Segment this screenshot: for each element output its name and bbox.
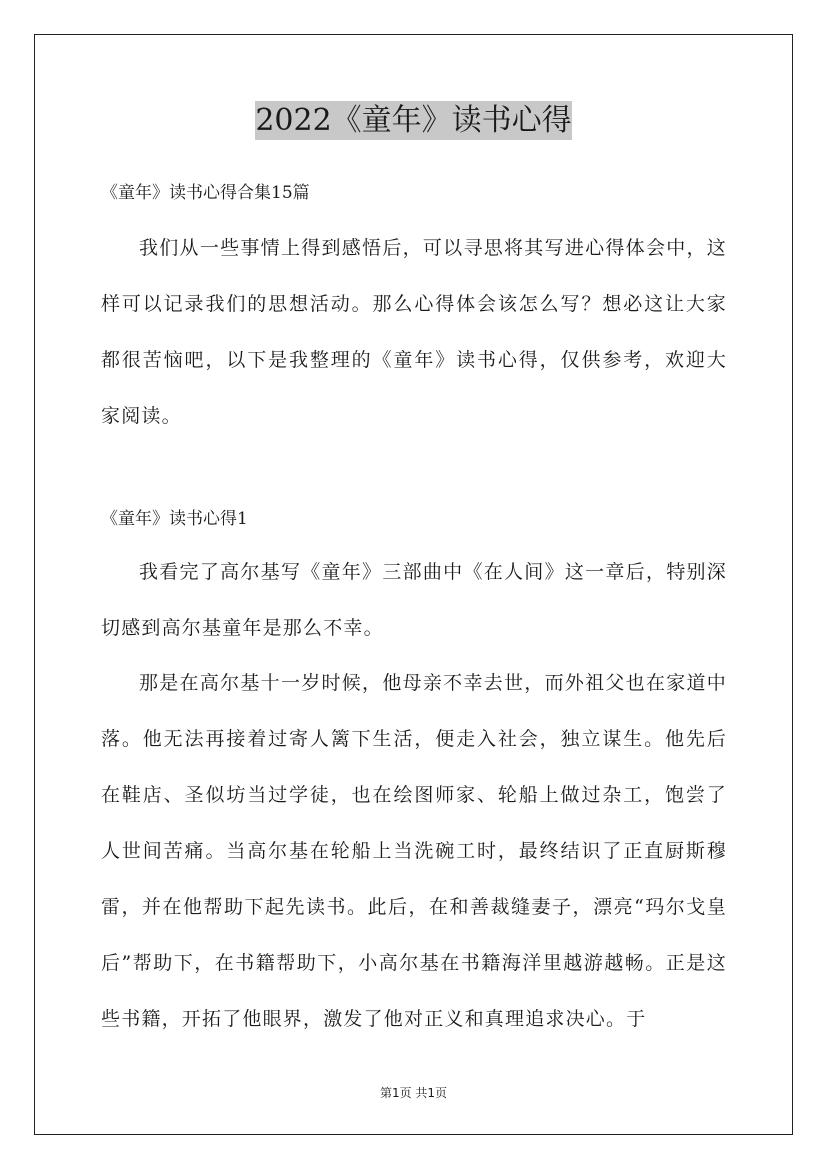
intro-paragraph: 我们从一些事情上得到感悟后，可以寻思将其写进心得体会中，这样可以记录我们的思想活动。那么心得体会该怎么写？想必这让大家都很苦恼吧，以下是我整理的《童年》读书心得，仅供参考，欢迎大家阅读。 xyxy=(101,237,727,427)
section-1-paragraph-2: 那是在高尔基十一岁时候，他母亲不幸去世，而外祖父也在家道中落。他无法再接着过寄人篱下生活，便走入社会，独立谋生。他先后在鞋店、圣似坊当过学徒，也在绘图师家、轮船上做过杂工，饱尝了人世间苦痛。当高尔基在轮船上当洗碗工时，最终结识了正直厨斯穆雷，并在他帮助下起先读书。此后，在和善裁缝妻子，漂亮“玛尔戈皇后”帮助下，在书籍帮助下，小高尔基在书籍海洋里越游越畅。正是这些书籍，开拓了他眼界，激发了他对正义和真理追求决心。于 xyxy=(101,672,727,1030)
section-1-heading: 《童年》读书心得1 xyxy=(101,509,248,529)
document-title-wrap xyxy=(0,98,827,148)
section-1-paragraph-1: 我看完了高尔基写《童年》三部曲中《在人间》这一章后，特别深切感到高尔基童年是那么不幸。 xyxy=(101,561,727,639)
collection-subtitle: 《童年》读书心得合集15篇 xyxy=(101,183,310,203)
page-footer: 第1页 共1页 xyxy=(379,1086,448,1100)
document-title: 2022《童年》读书心得 xyxy=(255,103,572,138)
